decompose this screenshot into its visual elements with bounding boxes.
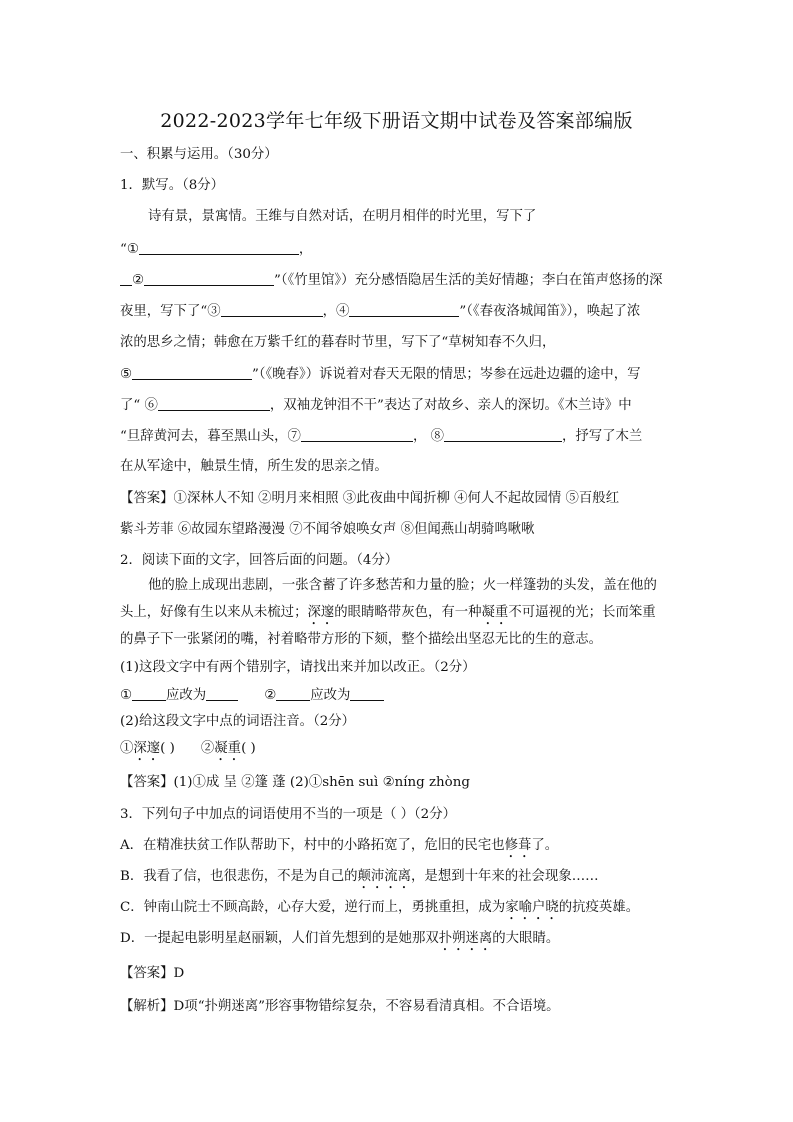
q2-sub-2: (2)给这段文字中点的词语注音。（2分） (120, 714, 356, 729)
question-2-heading: 2．阅读下面的文字，回答后面的问题。（4分） (120, 553, 399, 568)
q3-option-c[interactable]: C．钟南山院士不顾高龄，心存大爱，逆行而上，勇挑重担，成为家喻户晓的抗疫英雄。 (120, 900, 640, 915)
pinyin-1-answer[interactable]: ( ) (160, 741, 175, 756)
dotted-word-ningzhong: 凝重 (481, 605, 509, 620)
blank-5[interactable] (132, 365, 252, 380)
blank-6[interactable] (158, 396, 270, 411)
blank-1-label: “① (120, 242, 139, 257)
question-1-heading: 1．默写。（8分） (120, 178, 225, 193)
q2-passage-2: 头上，好像有生以来从未梳过；深邃的眼睛略带灰色，有一种凝重不可逼视的光；长而笨重 (120, 605, 656, 620)
blank-7[interactable] (301, 427, 413, 442)
page-title: 2022-2023学年七年级下册语文期中试卷及答案部编版 (160, 110, 633, 132)
q2-fix-line: ① 应改为 ② 应改为 (120, 686, 384, 705)
blank-8[interactable] (444, 427, 562, 442)
q1-intro: 诗有景，景寓情。王维与自然对话，在明月相伴的时光里，写下了 (148, 209, 537, 224)
q1-line-3: ② ”（《竹里馆》）充分感悟隐居生活的美好情趣；李白在笛声悠扬的深 (120, 271, 662, 290)
q1-line-2: “① ， (120, 242, 313, 257)
section-heading: 一、积累与运用。（30分） (120, 147, 278, 162)
fix-1-correct-blank[interactable] (206, 686, 238, 701)
q3-answer: 【答案】D (120, 966, 185, 981)
blank-2[interactable] (144, 271, 274, 286)
blank-4[interactable] (349, 302, 459, 317)
q2-passage-1: 他的脸上成现出悲剧，一张含蓄了许多愁苦和力量的脸；火一样篷勃的头发，盖在他的 (148, 578, 657, 593)
blank-3[interactable] (221, 302, 323, 317)
q2-sub-1: (1)这段文字中有两个错别字，请找出来并加以改正。（2分） (120, 660, 476, 675)
q1-line-4: 夜里，写下了“③ ，④ ”（《春夜洛城闻笛》），唤起了浓 (120, 304, 641, 319)
q1-answer: 【答案】①深林人不知 ②明月来相照 ③此夜曲中闻折柳 ④何人不起故园情 ⑤百般红 (120, 491, 620, 506)
q1-line-6: ⑤ ”（《晚春》）诉说着对春天无限的情思；岑参在远赴边疆的途中，写 (120, 367, 641, 382)
fix-1-wrong-blank[interactable] (132, 686, 166, 701)
q2-pinyin-line: ①深邃( ) ②凝重( ) (120, 741, 256, 756)
question-3-heading: 3．下列句子中加点的词语使用不当的一项是（ ）（2分） (120, 807, 456, 822)
blank-2-label: ② (132, 273, 145, 288)
q3-option-d[interactable]: D．一提起电影明星赵丽颖，人们首先想到的是她那双扑朔迷离的大眼睛。 (120, 931, 560, 946)
q3-option-a[interactable]: A．在精准扶贫工作队帮助下，村中的小路拓宽了，危旧的民宅也修葺了。 (120, 838, 559, 853)
blank-5-label: ⑤ (120, 367, 133, 382)
q3-analysis: 【解析】D项“扑朔迷离”形容事物错综复杂，不容易看清真相。不合语境。 (120, 999, 560, 1014)
fix-2-wrong-blank[interactable] (276, 686, 310, 701)
q2-answer: 【答案】(1)①成 呈 ②篷 蓬 (2)①shēn suì ②níng zhòng (120, 775, 470, 790)
q3-option-b[interactable]: B．我看了信，也很悲伤，不是为自己的颠沛流离，是想到十年来的社会现象…… (120, 869, 599, 884)
fix-2-correct-blank[interactable] (350, 686, 384, 701)
q1-line-8: “旦辞黄河去，暮至黑山头，⑦ ， ⑧ ，抒写了木兰 (120, 429, 643, 444)
q1-line-7: 了“ ⑥ ，双袖龙钟泪不干”表达了对故乡、亲人的深切。《木兰诗》中 (120, 398, 632, 413)
dotted-word-shensui: 深邃 (307, 605, 335, 620)
pinyin-2-answer[interactable]: ( ) (241, 741, 256, 756)
q1-line-9: 在从军途中，触景生情，所生发的思亲之情。 (120, 459, 388, 474)
q1-answer-cont: 紫斗芳菲 ⑥故园东望路漫漫 ⑦不闻爷娘唤女声 ⑧但闻燕山胡骑鸣啾啾 (120, 522, 535, 537)
blank-1[interactable] (139, 240, 299, 255)
q1-line-5: 浓的思乡之情；韩愈在万紫千红的暮春时节里，写下了“草树知春不久归， (120, 335, 556, 350)
q2-passage-3: 的鼻子下一张紧闭的嘴，衬着略带方形的下颏，整个描绘出坚忍无比的生的意志。 (120, 632, 603, 647)
